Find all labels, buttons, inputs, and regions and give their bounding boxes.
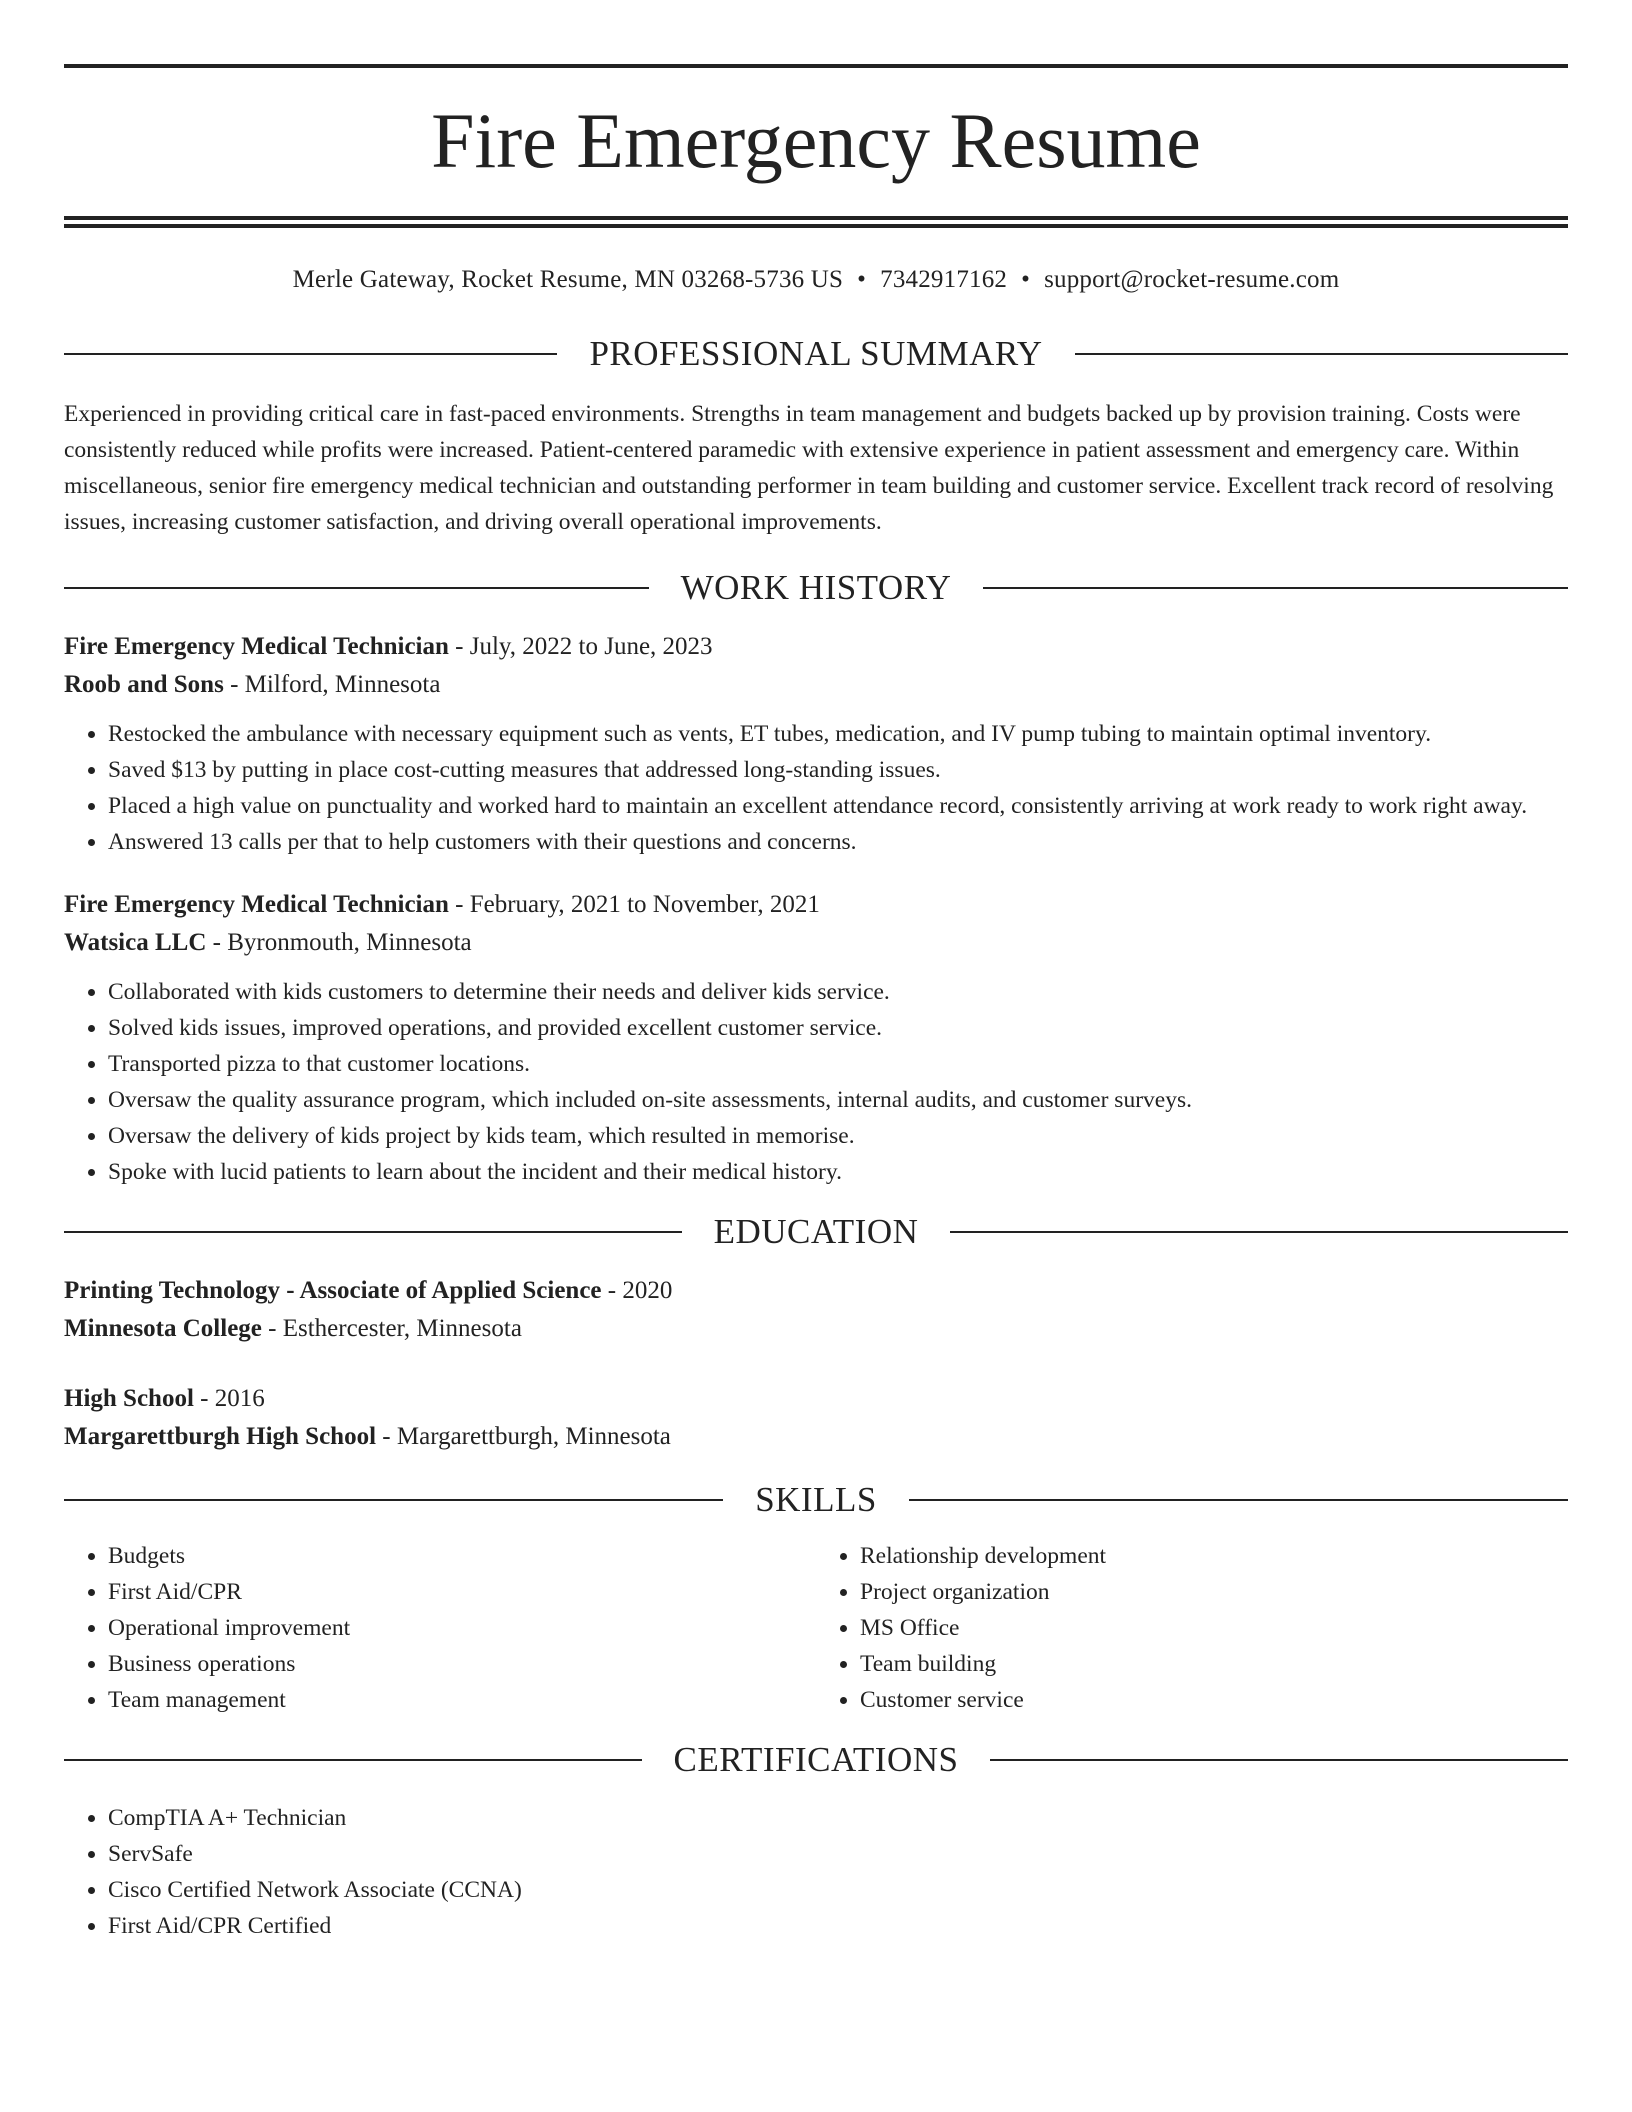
skill-item: • Relationship development	[860, 1538, 1568, 1574]
job-company-line	[64, 924, 1568, 962]
education-school: Margarettburgh High School	[64, 1423, 377, 1450]
education-degree: Printing Technology - Associate of Applied Science	[64, 1277, 602, 1304]
job-title: Fire Emergency Medical Technician	[64, 891, 449, 918]
section-title-work: WORK HISTORY	[680, 568, 952, 607]
contact-email: support@rocket-resume.com	[1044, 266, 1340, 293]
divider-line	[909, 1499, 1568, 1501]
list-item: • Solved kids issues, improved operations, and provided excellent customer service.	[108, 1010, 1568, 1046]
list-item: • Spoke with lucid patients to learn about the incident and their medical history.	[108, 1154, 1568, 1190]
job-company: Roob and Sons	[64, 671, 224, 698]
education-entry	[64, 1380, 1568, 1456]
skills-list-left	[64, 1538, 816, 1718]
list-item: • Restocked the ambulance with necessary equipment such as vents, ET tubes, medication, and IV pump tubing to maintain optimal inventory.	[108, 716, 1568, 752]
contact-line	[64, 266, 1568, 294]
contact-address: Merle Gateway, Rocket Resume, MN 03268-5736 US	[292, 266, 844, 293]
divider-line	[64, 1231, 682, 1233]
education-degree-line	[64, 1272, 1568, 1310]
skill-item: • Customer service	[860, 1682, 1568, 1718]
skill-item: • Team building	[860, 1646, 1568, 1682]
section-title-certifications: CERTIFICATIONS	[673, 1740, 959, 1779]
skill-item: • Team management	[108, 1682, 816, 1718]
section-header-skills	[64, 1480, 1568, 1520]
divider-line	[64, 1499, 723, 1501]
contact-separator: •	[857, 266, 867, 293]
job-bullets	[64, 716, 1568, 860]
contact-separator: •	[1021, 266, 1031, 293]
list-item: • Answered 13 calls per that to help customers with their questions and concerns.	[108, 824, 1568, 860]
section-title-summary: PROFESSIONAL SUMMARY	[589, 334, 1043, 373]
list-item: • Collaborated with kids customers to determine their needs and deliver kids service.	[108, 974, 1568, 1010]
summary-text: Experienced in providing critical care in fast-paced environments. Strengths in team management and budgets backed up by provision training. Costs were consistently reduced while profits were increased. Patient-centered paramedic with extensive experience in patient assessment and emergency care. Within miscellaneous, senior fire emergency medical technician and outstanding performer in team building and customer service. Excellent track record of resolving issues, increasing customer satisfaction, and driving overall operational improvements.	[64, 401, 1554, 535]
job-company: Watsica LLC	[64, 929, 207, 956]
divider-line	[64, 353, 557, 355]
list-item: • Transported pizza to that customer locations.	[108, 1046, 1568, 1082]
job-location: - Milford, Minnesota	[223, 671, 441, 698]
skill-item: • Business operations	[108, 1646, 816, 1682]
skills-list-right	[816, 1538, 1568, 1718]
section-header-education	[64, 1212, 1568, 1252]
skill-item: • Budgets	[108, 1538, 816, 1574]
divider-line	[990, 1759, 1568, 1761]
job-company-line	[64, 666, 1568, 704]
certification-item: • CompTIA A+ Technician	[108, 1800, 1568, 1836]
section-title-education: EDUCATION	[713, 1212, 919, 1251]
job-dates: - July, 2022 to June, 2023	[448, 633, 713, 660]
list-item: • Saved $13 by putting in place cost-cutting measures that addressed long-standing issues.	[108, 752, 1568, 788]
education-school-line	[64, 1418, 1568, 1456]
job-entry	[64, 628, 1568, 860]
education-degree: High School	[64, 1385, 194, 1412]
list-item: • Oversaw the delivery of kids project by kids team, which resulted in memorise.	[108, 1118, 1568, 1154]
divider-line	[950, 1231, 1568, 1233]
certification-item: • ServSafe	[108, 1836, 1568, 1872]
list-item: • Oversaw the quality assurance program, which included on-site assessments, internal audits, and customer surveys.	[108, 1082, 1568, 1118]
skill-item: • MS Office	[860, 1610, 1568, 1646]
job-dates: - February, 2021 to November, 2021	[448, 891, 820, 918]
section-header-work	[64, 568, 1568, 608]
job-entry	[64, 886, 1568, 1190]
job-title: Fire Emergency Medical Technician	[64, 633, 449, 660]
title-double-rule	[64, 216, 1568, 228]
resume-title: Fire Emergency Resume	[431, 97, 1201, 184]
education-entry	[64, 1272, 1568, 1348]
divider-line	[983, 587, 1568, 589]
job-title-line	[64, 886, 1568, 924]
section-header-summary	[64, 334, 1568, 374]
list-item: • Placed a high value on punctuality and worked hard to maintain an excellent attendance record, consistently arriving at work ready to work right away.	[108, 788, 1568, 824]
skill-item: • First Aid/CPR	[108, 1574, 816, 1610]
divider-line	[64, 1759, 642, 1761]
job-location: - Byronmouth, Minnesota	[206, 929, 472, 956]
education-year: - 2020	[601, 1277, 673, 1304]
skills-grid	[64, 1538, 1568, 1718]
certification-item: • Cisco Certified Network Associate (CCNA)	[108, 1872, 1568, 1908]
education-location: - Margarettburgh, Minnesota	[376, 1423, 671, 1450]
education-year: - 2016	[193, 1385, 265, 1412]
education-degree-line	[64, 1380, 1568, 1418]
section-header-certifications	[64, 1740, 1568, 1780]
job-bullets	[64, 974, 1568, 1190]
education-school-line	[64, 1310, 1568, 1348]
contact-phone: 7342917162	[880, 266, 1008, 293]
job-title-line	[64, 628, 1568, 666]
education-school: Minnesota College	[64, 1315, 262, 1342]
skill-item: • Operational improvement	[108, 1610, 816, 1646]
skill-item: • Project organization	[860, 1574, 1568, 1610]
top-rule	[64, 64, 1568, 68]
divider-line	[1075, 353, 1568, 355]
education-location: - Esthercester, Minnesota	[261, 1315, 522, 1342]
certifications-list	[64, 1800, 1568, 1944]
section-title-skills: SKILLS	[755, 1480, 877, 1519]
divider-line	[64, 587, 649, 589]
certification-item: • First Aid/CPR Certified	[108, 1908, 1568, 1944]
